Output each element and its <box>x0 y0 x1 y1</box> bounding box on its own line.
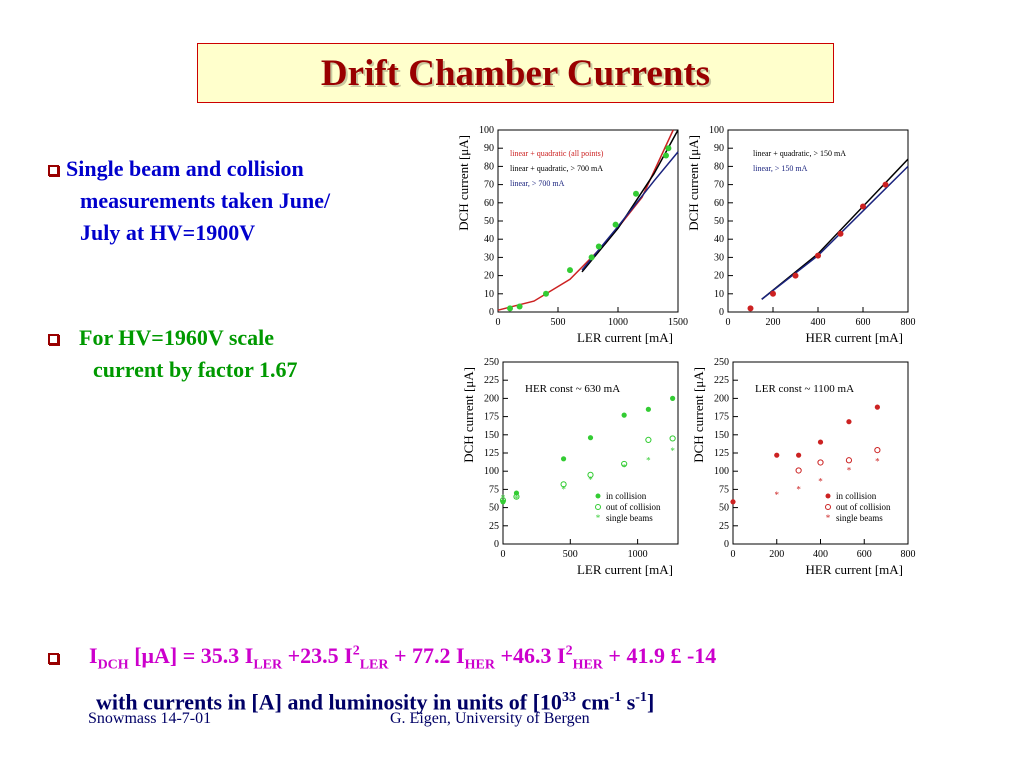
legend-marker <box>596 505 601 510</box>
data-point-out-of-collision <box>875 447 880 452</box>
data-point <box>567 267 573 273</box>
y-tick-label: 50 <box>714 216 724 227</box>
x-tick-label: 500 <box>550 317 566 328</box>
y-tick-label: 70 <box>714 179 724 191</box>
y-tick-label: 20 <box>484 270 494 282</box>
y-tick-label: 225 <box>484 375 499 387</box>
data-point <box>860 203 866 209</box>
data-point-single-beam: * <box>646 455 651 466</box>
data-point-out-of-collision <box>818 460 823 465</box>
y-tick-label: 30 <box>714 252 724 264</box>
data-point-single-beam: * <box>818 476 823 487</box>
data-point <box>793 273 799 279</box>
y-tick-label: 250 <box>484 357 499 368</box>
bullet2-line2: current by factor 1.67 <box>93 357 298 382</box>
x-tick-label: 0 <box>495 317 501 328</box>
y-tick-label: 175 <box>484 411 499 423</box>
data-point-single-beam: * <box>875 456 880 467</box>
data-point-out-of-collision <box>846 458 851 463</box>
chart-title: HER const ~ 630 mA <box>525 383 621 395</box>
x-axis-label: HER current [mA] <box>805 330 903 345</box>
legend-marker: * <box>595 513 601 523</box>
y-axis-label: DCH current [μA] <box>461 367 476 463</box>
y-tick-label: 25 <box>719 520 729 532</box>
formula-part: +23.5 I <box>287 643 353 669</box>
x-tick-label: 1500 <box>668 317 688 328</box>
data-point <box>663 152 669 158</box>
y-tick-label: 100 <box>709 125 724 136</box>
bullet-formula <box>48 636 716 718</box>
checkbox-bullet-icon <box>48 165 59 176</box>
data-point-single-beam: * <box>588 474 593 485</box>
y-tick-label: 125 <box>484 448 499 459</box>
y-tick-label: 50 <box>489 502 499 514</box>
y-tick-label: 80 <box>714 161 724 173</box>
x-tick-label: 1000 <box>627 549 648 560</box>
y-tick-label: 40 <box>714 234 724 246</box>
y-tick-label: 10 <box>714 288 724 300</box>
bullet2-line1: For HV=1960V scale <box>79 325 275 350</box>
legend-entry: linear + quadratic, > 700 mA <box>510 164 603 173</box>
legend-entry: out of collision <box>836 502 891 512</box>
data-point-in-collision <box>730 499 735 504</box>
formula-part: + 41.9 £ -14 <box>608 643 717 669</box>
formula-sub: HER <box>464 657 495 673</box>
y-tick-label: 200 <box>714 393 729 405</box>
legend-entry: linear, > 150 mA <box>753 164 808 173</box>
legend-marker <box>826 494 831 499</box>
y-tick-label: 250 <box>714 357 729 368</box>
x-tick-label: 800 <box>900 317 916 328</box>
charts-panel <box>445 120 920 590</box>
bullet-measurements <box>48 153 330 249</box>
chart-2 <box>686 125 916 345</box>
x-axis-label: HER current [mA] <box>805 562 903 577</box>
fit-line <box>762 159 908 299</box>
y-tick-label: 100 <box>479 125 494 136</box>
formula-part: [ <box>134 643 142 669</box>
x-tick-label: 500 <box>562 549 578 560</box>
title-box <box>197 43 834 103</box>
data-point-in-collision <box>561 456 566 461</box>
y-axis-label: DCH current [μA] <box>691 367 706 463</box>
formula-sub: HER <box>572 657 603 673</box>
y-tick-label: 225 <box>714 375 729 387</box>
data-point-in-collision <box>875 405 880 410</box>
data-point <box>613 222 619 228</box>
formula-part: s <box>621 689 636 715</box>
y-tick-label: 90 <box>714 143 724 155</box>
data-point <box>770 291 776 297</box>
y-tick-label: 50 <box>484 216 494 227</box>
data-point <box>815 253 821 259</box>
formula-sup: 2 <box>565 644 573 659</box>
formula-sup: -1 <box>609 689 622 705</box>
data-point-in-collision <box>622 413 627 418</box>
y-tick-label: 125 <box>714 448 729 459</box>
bullet1-line3: July at HV=1900V <box>80 220 256 245</box>
footer-author: G. Eigen, University of Bergen <box>390 710 590 727</box>
data-point-in-collision <box>774 453 779 458</box>
y-tick-label: 200 <box>484 393 499 405</box>
formula-sup: 2 <box>352 644 360 659</box>
data-point-single-beam: * <box>846 465 852 476</box>
data-point <box>748 305 754 311</box>
y-tick-label: 25 <box>489 520 499 532</box>
y-tick-label: 100 <box>714 466 729 478</box>
data-point <box>543 291 549 297</box>
data-point <box>838 231 844 237</box>
data-point-in-collision <box>796 453 801 458</box>
x-tick-label: 0 <box>725 317 731 328</box>
slide-title: Drift Chamber Currents <box>320 52 711 94</box>
data-point-in-collision <box>646 407 651 412</box>
legend-entry: linear + quadratic (all points) <box>510 149 604 158</box>
bullet1-line1: Single beam and collision <box>66 156 304 181</box>
x-tick-label: 0 <box>730 549 736 560</box>
formula-sub: LER <box>253 657 283 673</box>
footer-date: Snowmass 14-7-01 <box>88 710 212 727</box>
x-tick-label: 200 <box>769 549 785 560</box>
y-tick-label: 150 <box>484 429 499 441</box>
data-point <box>665 145 671 151</box>
formula-part: I <box>89 643 98 669</box>
legend-entry: single beams <box>606 513 653 523</box>
y-tick-label: 0 <box>494 539 499 550</box>
legend-entry: linear, > 700 mA <box>510 179 565 188</box>
y-tick-label: 90 <box>484 143 494 155</box>
data-point-in-collision <box>846 419 851 424</box>
x-tick-label: 400 <box>813 549 828 560</box>
chart-title: LER const ~ 1100 mA <box>755 383 855 395</box>
formula-part: A] = 35.3 I <box>154 643 254 669</box>
formula-sup: 33 <box>561 689 576 705</box>
y-tick-label: 60 <box>484 197 494 209</box>
formula-part: μ <box>141 643 154 669</box>
data-point-in-collision <box>818 439 823 444</box>
x-tick-label: 600 <box>856 549 872 560</box>
legend-entry: in collision <box>606 491 647 501</box>
x-tick-label: 800 <box>900 549 916 560</box>
data-point <box>517 304 523 310</box>
data-point-single-beam: * <box>621 462 627 473</box>
y-tick-label: 30 <box>484 252 494 264</box>
chart-4 <box>691 357 916 577</box>
legend-entry: out of collision <box>606 502 661 512</box>
bullet-scale <box>48 322 297 386</box>
data-point-single-beam: * <box>561 484 566 495</box>
y-tick-label: 150 <box>714 429 729 441</box>
legend-entry: single beams <box>836 513 883 523</box>
x-axis-label: LER current [mA] <box>576 330 673 345</box>
formula-part: with currents in [A] and luminosity in units of [10 <box>96 689 562 715</box>
data-point <box>589 254 595 260</box>
y-tick-label: 70 <box>484 179 494 191</box>
data-point-in-collision <box>670 396 675 401</box>
legend-marker: * <box>825 513 831 523</box>
data-point-single-beam: * <box>500 493 506 504</box>
x-tick-label: 1000 <box>608 317 628 328</box>
y-tick-label: 20 <box>714 270 724 282</box>
y-tick-label: 10 <box>484 288 494 300</box>
formula-sup: -1 <box>635 689 647 705</box>
legend-entry: linear + quadratic, > 150 mA <box>753 149 846 158</box>
y-tick-label: 80 <box>484 161 494 173</box>
formula-part: ] <box>646 689 655 715</box>
x-axis-label: LER current [mA] <box>576 562 673 577</box>
x-tick-label: 600 <box>855 317 871 328</box>
x-tick-label: 200 <box>765 317 781 328</box>
formula-sub: DCH <box>97 657 129 673</box>
x-tick-label: 0 <box>500 549 506 560</box>
y-tick-label: 175 <box>714 411 729 423</box>
checkbox-bullet-icon <box>48 334 59 345</box>
data-point-single-beam: * <box>774 490 779 501</box>
formula-line1 <box>89 643 717 673</box>
y-tick-label: 75 <box>489 484 499 496</box>
y-tick-label: 75 <box>719 484 729 496</box>
y-tick-label: 0 <box>724 539 729 550</box>
legend-entry: in collision <box>836 491 877 501</box>
data-point-out-of-collision <box>796 468 801 473</box>
legend-marker <box>596 494 601 499</box>
formula-part: cm <box>575 689 610 715</box>
y-axis-label: DCH current [μA] <box>686 135 701 231</box>
y-tick-label: 60 <box>714 197 724 209</box>
formula-part: + 77.2 I <box>394 643 465 669</box>
chart-1 <box>456 125 688 345</box>
chart-3 <box>461 357 678 577</box>
data-point-out-of-collision <box>646 437 651 442</box>
legend-marker <box>826 505 831 510</box>
y-tick-label: 100 <box>484 466 499 478</box>
data-point-single-beam: * <box>796 484 801 495</box>
data-point-in-collision <box>588 435 593 440</box>
data-point-single-beam: * <box>514 493 519 504</box>
y-tick-label: 40 <box>484 234 494 246</box>
data-point-single-beam: * <box>670 445 675 456</box>
y-tick-label: 0 <box>719 307 724 318</box>
y-tick-label: 50 <box>719 502 729 514</box>
data-point <box>883 182 889 188</box>
formula-part: +46.3 I <box>500 643 566 669</box>
data-point-out-of-collision <box>670 436 675 441</box>
x-tick-label: 400 <box>810 317 826 328</box>
y-axis-label: DCH current [μA] <box>456 135 471 231</box>
formula-sub: LER <box>359 657 389 673</box>
bullet1-line2: measurements taken June/ <box>80 188 331 213</box>
data-point <box>507 305 513 311</box>
data-point <box>633 191 639 197</box>
y-tick-label: 0 <box>489 307 494 318</box>
data-point <box>596 243 602 249</box>
checkbox-bullet-icon <box>48 653 59 664</box>
